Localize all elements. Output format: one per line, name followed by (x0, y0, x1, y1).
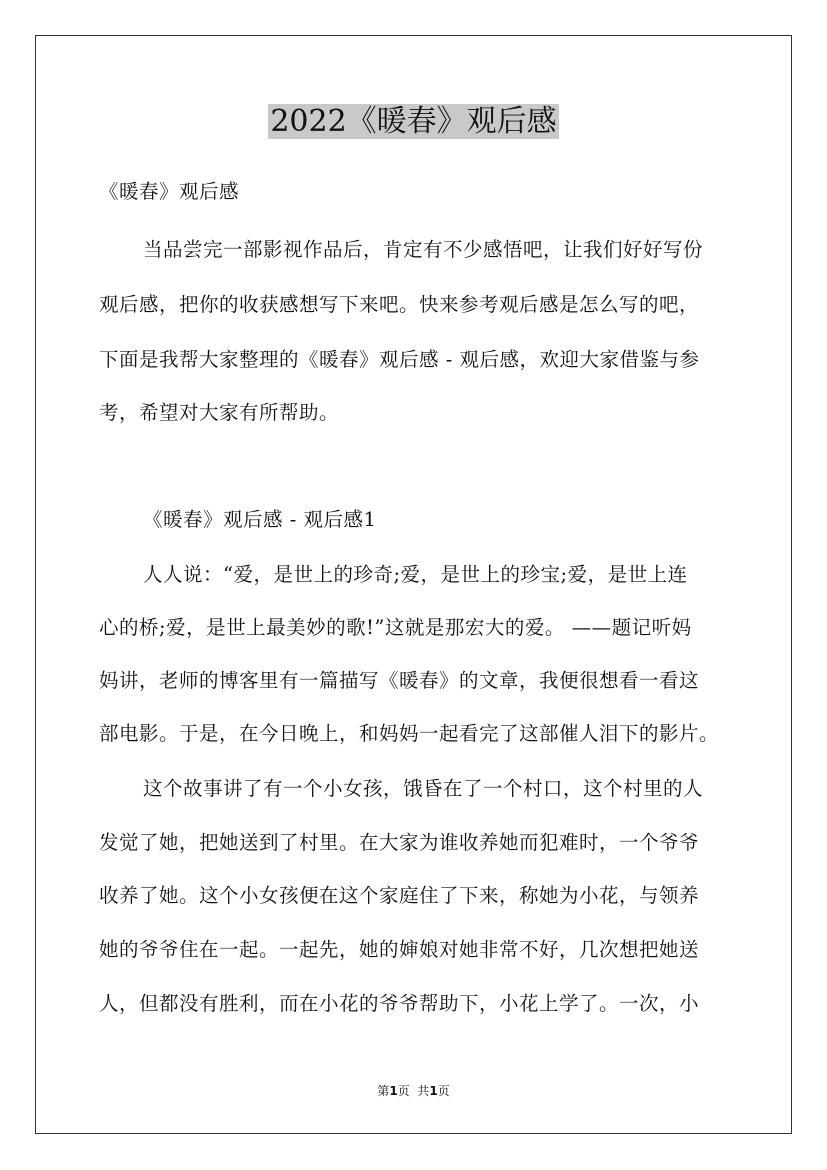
page-number-total: 1 (429, 1084, 438, 1098)
page-number-suffix: 页 (437, 1084, 450, 1098)
intro-line: 下面是我帮大家整理的《暖春》观后感 - 观后感，欢迎大家借鉴与参 (99, 348, 700, 371)
page-number-prefix: 第 (377, 1084, 390, 1098)
intro-line: 观后感，把你的收获感想写下来吧。快来参考观后感是怎么写的吧， (99, 293, 700, 316)
document-title (0, 100, 827, 144)
section-heading: 《暖春》观后感 - 观后感1 (143, 508, 377, 531)
page-footer (0, 1083, 827, 1099)
paragraph-line: 部电影。于是，在今日晚上，和妈妈一起看完了这部催人泪下的影片。 (99, 722, 720, 745)
paragraph-line: 她的爷爷住在一起。一起先，她的婶娘对她非常不好，几次想把她送 (99, 938, 700, 961)
paragraph-line: 妈讲，老师的博客里有一篇描写《暖春》的文章，我便很想看一看这 (99, 669, 700, 692)
page-number-current: 1 (389, 1084, 398, 1098)
intro-line: 考，希望对大家有所帮助。 (99, 401, 340, 424)
paragraph-line: 发觉了她，把她送到了村里。在大家为谁收养她而犯难时，一个爷爷 (99, 831, 700, 854)
paragraph-line: 收养了她。这个小女孩便在这个家庭住了下来，称她为小花，与领养 (99, 884, 700, 907)
paragraph-line: 人，但都没有胜利，而在小花的爷爷帮助下，小花上学了。一次，小 (99, 992, 700, 1015)
paragraph-line: 这个故事讲了有一个小女孩，饿昏在了一个村口，这个村里的人 (143, 777, 704, 800)
document-subtitle: 《暖春》观后感 (99, 180, 240, 203)
document-title-text: 2022《暖春》观后感 (270, 104, 557, 139)
page-number-mid: 页 共 (397, 1084, 430, 1098)
paragraph-line: 人人说：“爱，是世上的珍奇;爱，是世上的珍宝;爱，是世上连 (143, 563, 688, 586)
paragraph-line: 心的桥;爱，是世上最美妙的歌!”这就是那宏大的爱。 ——题记听妈 (99, 616, 692, 639)
intro-line: 当品尝完一部影视作品后，肯定有不少感悟吧，让我们好好写份 (143, 238, 704, 261)
